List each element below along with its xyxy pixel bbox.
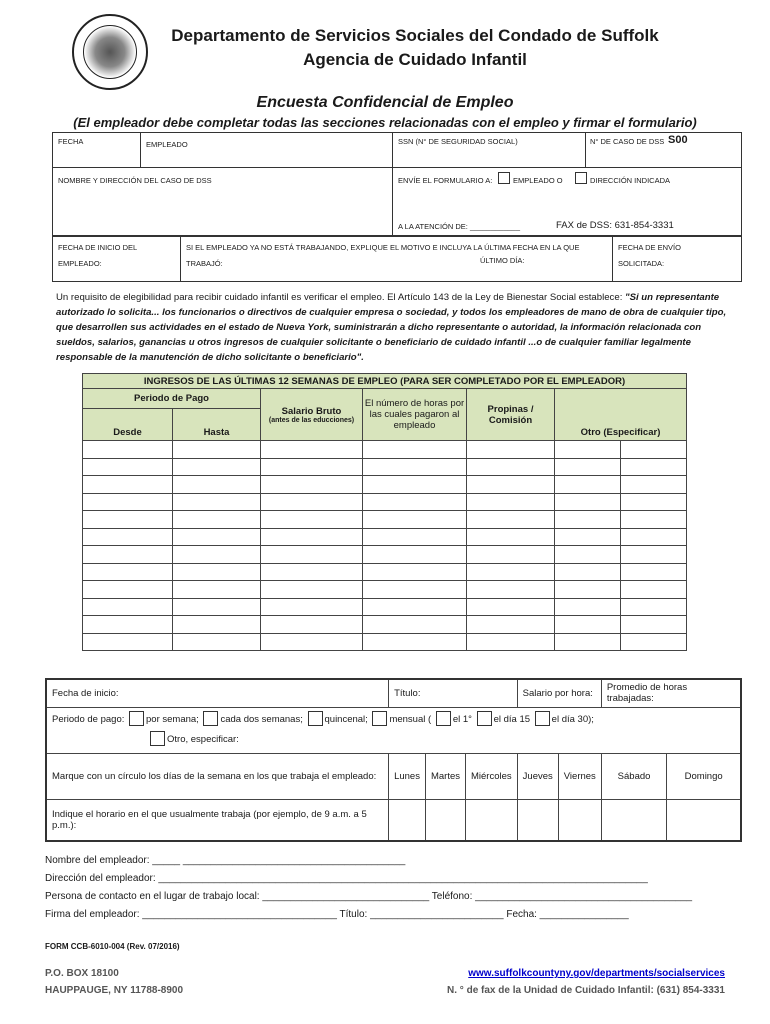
table-cell[interactable] bbox=[261, 441, 363, 459]
table-cell[interactable] bbox=[467, 581, 555, 599]
envie-label: ENVÍE EL FORMULARIO A: bbox=[398, 176, 493, 185]
periodo-header: Periodo de Pago bbox=[83, 389, 261, 409]
table-cell[interactable] bbox=[621, 528, 687, 546]
direccion-empleador-line[interactable]: Dirección del empleador: ________________________________________________________________________________________ bbox=[45, 873, 648, 884]
table-cell[interactable] bbox=[467, 616, 555, 634]
table-cell[interactable] bbox=[173, 598, 261, 616]
titulo-field[interactable]: Título: bbox=[389, 679, 518, 707]
quincenal-checkbox[interactable] bbox=[308, 711, 323, 726]
por-semana-checkbox[interactable] bbox=[129, 711, 144, 726]
day-sabado[interactable]: Sábado bbox=[601, 753, 667, 799]
table-cell[interactable] bbox=[173, 458, 261, 476]
table-row bbox=[83, 581, 687, 599]
table-cell[interactable] bbox=[173, 616, 261, 634]
table-cell[interactable] bbox=[83, 633, 173, 651]
table-cell[interactable] bbox=[467, 633, 555, 651]
table-cell[interactable] bbox=[363, 493, 467, 511]
el30-checkbox[interactable] bbox=[535, 711, 550, 726]
case-value: S00 bbox=[668, 134, 688, 146]
table-cell[interactable] bbox=[555, 528, 621, 546]
fax-label: FAX de DSS: 631-854-3331 bbox=[556, 220, 674, 231]
table-cell[interactable] bbox=[173, 511, 261, 529]
table-cell[interactable] bbox=[467, 598, 555, 616]
horas-header: El número de horas por las cuales pagaron al empleado bbox=[363, 389, 467, 441]
table-cell[interactable] bbox=[467, 528, 555, 546]
table-cell[interactable] bbox=[363, 633, 467, 651]
table-cell[interactable] bbox=[621, 598, 687, 616]
table-cell[interactable] bbox=[467, 493, 555, 511]
table-cell[interactable] bbox=[555, 441, 621, 459]
table-cell[interactable] bbox=[83, 528, 173, 546]
table-cell[interactable] bbox=[261, 581, 363, 599]
horario-label: Indique el horario en el que usualmente trabaja (por ejemplo, de 9 a.m. a 5 p.m.): bbox=[46, 799, 389, 841]
table-cell[interactable] bbox=[621, 441, 687, 459]
table-cell[interactable] bbox=[363, 528, 467, 546]
table-cell[interactable] bbox=[261, 598, 363, 616]
table-cell[interactable] bbox=[621, 493, 687, 511]
table-row bbox=[83, 493, 687, 511]
day-lunes[interactable]: Lunes bbox=[389, 753, 426, 799]
table-cell[interactable] bbox=[173, 633, 261, 651]
table-row bbox=[83, 563, 687, 581]
table-cell[interactable] bbox=[555, 458, 621, 476]
table-cell[interactable] bbox=[555, 546, 621, 564]
table-cell[interactable] bbox=[83, 598, 173, 616]
table-cell[interactable] bbox=[467, 563, 555, 581]
table-cell[interactable] bbox=[261, 633, 363, 651]
table-cell[interactable] bbox=[173, 563, 261, 581]
table-cell[interactable] bbox=[621, 563, 687, 581]
table-cell[interactable] bbox=[173, 476, 261, 494]
table-cell[interactable] bbox=[261, 476, 363, 494]
table-row bbox=[83, 441, 687, 459]
table-cell[interactable] bbox=[83, 511, 173, 529]
empleado-checkbox[interactable] bbox=[498, 172, 510, 184]
schedule-table bbox=[45, 678, 742, 842]
day-jueves[interactable]: Jueves bbox=[517, 753, 558, 799]
periodo-pago-row: Periodo de pago: por semana; cada dos semanas; quincenal; mensual ( el 1° el día 15 el día 30); Otro, especificar: bbox=[46, 707, 741, 753]
department-title: Departamento de Servicios Sociales del Condado de Suffolk bbox=[171, 26, 659, 45]
propinas-header: Propinas / Comisión bbox=[467, 389, 555, 441]
form-title: Encuesta Confidencial de Empleo bbox=[256, 94, 514, 111]
firma-line[interactable]: Firma del empleador: ___________________________________ Título: ________________________ Fecha: ________________ bbox=[45, 909, 629, 920]
table-cell[interactable] bbox=[173, 493, 261, 511]
table-row bbox=[83, 598, 687, 616]
atencion-label: A LA ATENCIÓN DE: ____________ bbox=[398, 222, 521, 231]
table-cell[interactable] bbox=[467, 476, 555, 494]
table-cell[interactable] bbox=[555, 493, 621, 511]
table-cell[interactable] bbox=[261, 493, 363, 511]
table-cell[interactable] bbox=[467, 546, 555, 564]
day-miercoles[interactable]: Miércoles bbox=[466, 753, 518, 799]
fax-footer: N. ° de fax de la Unidad de Cuidado Infantil: (631) 854-3331 bbox=[447, 985, 725, 996]
table-cell[interactable] bbox=[363, 581, 467, 599]
po-box: P.O. BOX 18100 bbox=[45, 968, 119, 979]
salario-header: Salario Bruto (antes de las educciones) bbox=[261, 389, 363, 441]
table-row bbox=[83, 476, 687, 494]
table-cell[interactable] bbox=[621, 476, 687, 494]
day-domingo[interactable]: Domingo bbox=[667, 753, 741, 799]
otro-checkbox[interactable] bbox=[150, 731, 165, 746]
nombre-dir-label: NOMBRE Y DIRECCIÓN DEL CASO DE DSS bbox=[58, 176, 212, 185]
fecha-inicio-field[interactable]: Fecha de inicio: bbox=[46, 679, 389, 707]
si-empleado-label: SI EL EMPLEADO YA NO ESTÁ TRABAJANDO, EXPLIQUE EL MOTIVO E INCLUYA LA ÚLTIMA FECHA EN LA QUE TRABAJÓ: bbox=[186, 243, 580, 268]
table-cell[interactable] bbox=[173, 441, 261, 459]
form-number: FORM CCB-6010-004 (Rev. 07/2016) bbox=[45, 942, 180, 951]
earnings-table bbox=[82, 373, 687, 651]
contacto-line[interactable]: Persona de contacto en el lugar de trabajo local: ______________________________ Teléfono: _______________________________________ bbox=[45, 891, 693, 902]
table-cell[interactable] bbox=[83, 458, 173, 476]
table-cell[interactable] bbox=[261, 511, 363, 529]
table-row bbox=[83, 616, 687, 634]
fecha-inicio-label: FECHA DE INICIO DEL EMPLEADO: bbox=[58, 243, 137, 268]
table-cell[interactable] bbox=[261, 563, 363, 581]
table-cell[interactable] bbox=[83, 546, 173, 564]
cada-dos-checkbox[interactable] bbox=[203, 711, 218, 726]
table-row bbox=[83, 511, 687, 529]
table-cell[interactable] bbox=[173, 528, 261, 546]
table-cell[interactable] bbox=[555, 511, 621, 529]
table-cell[interactable] bbox=[621, 633, 687, 651]
direccion-checkbox[interactable] bbox=[575, 172, 587, 184]
hasta-header: Hasta bbox=[173, 409, 261, 441]
table-cell[interactable] bbox=[555, 598, 621, 616]
table-row bbox=[83, 458, 687, 476]
day-viernes[interactable]: Viernes bbox=[558, 753, 601, 799]
form-subtitle: (El empleador debe completar todas las secciones relacionadas con el empleo y firmar el formulario) bbox=[73, 115, 697, 130]
table-cell[interactable] bbox=[83, 563, 173, 581]
direccion-option: DIRECCIÓN INDICADA bbox=[590, 176, 671, 185]
agency-title: Agencia de Cuidado Infantil bbox=[303, 50, 527, 69]
table-cell[interactable] bbox=[173, 581, 261, 599]
table-cell[interactable] bbox=[83, 616, 173, 634]
table-cell[interactable] bbox=[621, 458, 687, 476]
table-cell[interactable] bbox=[261, 546, 363, 564]
fecha-label: FECHA bbox=[58, 137, 84, 146]
marque-label: Marque con un círculo los días de la semana en los que trabaja el empleado: bbox=[46, 753, 389, 799]
table-row bbox=[83, 633, 687, 651]
table-cell[interactable] bbox=[261, 616, 363, 634]
table-cell[interactable] bbox=[363, 441, 467, 459]
table-cell[interactable] bbox=[363, 598, 467, 616]
legal-paragraph: Un requisito de elegibilidad para recibir cuidado infantil es verificar el empleo. El Artículo 143 de la Ley de Bienestar Social establece: "Si un representante autorizado lo solicita... los funcionarios o directivos de cualquier empresa o sociedad, y todos los empleadores de mano de obra de cualquier tipo, que desarrollen sus actividades en el estado de Nueva York, suministrarán a dicho representante o autoridad, la información relacionada con sueldos, salarios, ganancias u otros ingresos de cualquier solicitante o beneficiario de cuidado infantil ...o de cualquier familiar legalmente responsable de la manutención de dicho solicitante o beneficiario". bbox=[56, 292, 727, 363]
table-cell[interactable] bbox=[83, 493, 173, 511]
otro-header: Otro (Especificar) bbox=[555, 389, 687, 441]
table-cell[interactable] bbox=[363, 616, 467, 634]
table-cell[interactable] bbox=[555, 476, 621, 494]
table-cell[interactable] bbox=[261, 528, 363, 546]
ssn-label: SSN (N° DE SEGURIDAD SOCIAL) bbox=[398, 137, 518, 146]
table-row bbox=[83, 546, 687, 564]
table-cell[interactable] bbox=[621, 511, 687, 529]
mensual-checkbox[interactable] bbox=[372, 711, 387, 726]
el1-checkbox[interactable] bbox=[436, 711, 451, 726]
ultimo-dia-label: ÚLTIMO DÍA: bbox=[480, 256, 525, 265]
table-row bbox=[83, 528, 687, 546]
table-cell[interactable] bbox=[261, 458, 363, 476]
nombre-empleador-line[interactable]: Nombre del empleador: _____ ________________________________________ bbox=[45, 855, 406, 866]
desde-header: Desde bbox=[83, 409, 173, 441]
table-cell[interactable] bbox=[555, 581, 621, 599]
day-martes[interactable]: Martes bbox=[425, 753, 465, 799]
table-cell[interactable] bbox=[621, 581, 687, 599]
table-cell[interactable] bbox=[173, 546, 261, 564]
table-cell[interactable] bbox=[621, 616, 687, 634]
table-cell[interactable] bbox=[467, 511, 555, 529]
table-cell[interactable] bbox=[467, 458, 555, 476]
promedio-field[interactable]: Promedio de horas trabajadas: bbox=[601, 679, 741, 707]
table-cell[interactable] bbox=[555, 616, 621, 634]
table-cell[interactable] bbox=[83, 441, 173, 459]
city: HAUPPAUGE, NY 11788-8900 bbox=[45, 985, 184, 996]
table-cell[interactable] bbox=[83, 476, 173, 494]
table-cell[interactable] bbox=[467, 441, 555, 459]
case-label: N° DE CASO DE DSS bbox=[590, 137, 665, 146]
empleado-option: EMPLEADO O bbox=[513, 176, 563, 185]
earnings-table-title: INGRESOS DE LAS ÚLTIMAS 12 SEMANAS DE EMPLEO (PARA SER COMPLETADO POR EL EMPLEADOR) bbox=[83, 374, 687, 389]
salario-hora-field[interactable]: Salario por hora: bbox=[517, 679, 601, 707]
table-cell[interactable] bbox=[83, 581, 173, 599]
website-link[interactable]: www.suffolkcountyny.gov/departments/socialservices bbox=[468, 968, 725, 979]
table-cell[interactable] bbox=[363, 546, 467, 564]
el15-checkbox[interactable] bbox=[477, 711, 492, 726]
table-cell[interactable] bbox=[555, 633, 621, 651]
table-cell[interactable] bbox=[363, 563, 467, 581]
table-cell[interactable] bbox=[621, 546, 687, 564]
empleado-label: EMPLEADO bbox=[146, 140, 188, 149]
table-cell[interactable] bbox=[363, 458, 467, 476]
table-cell[interactable] bbox=[363, 511, 467, 529]
table-cell[interactable] bbox=[363, 476, 467, 494]
fecha-envio-label: FECHA DE ENVÍO SOLICITADA: bbox=[618, 243, 681, 268]
table-cell[interactable] bbox=[555, 563, 621, 581]
